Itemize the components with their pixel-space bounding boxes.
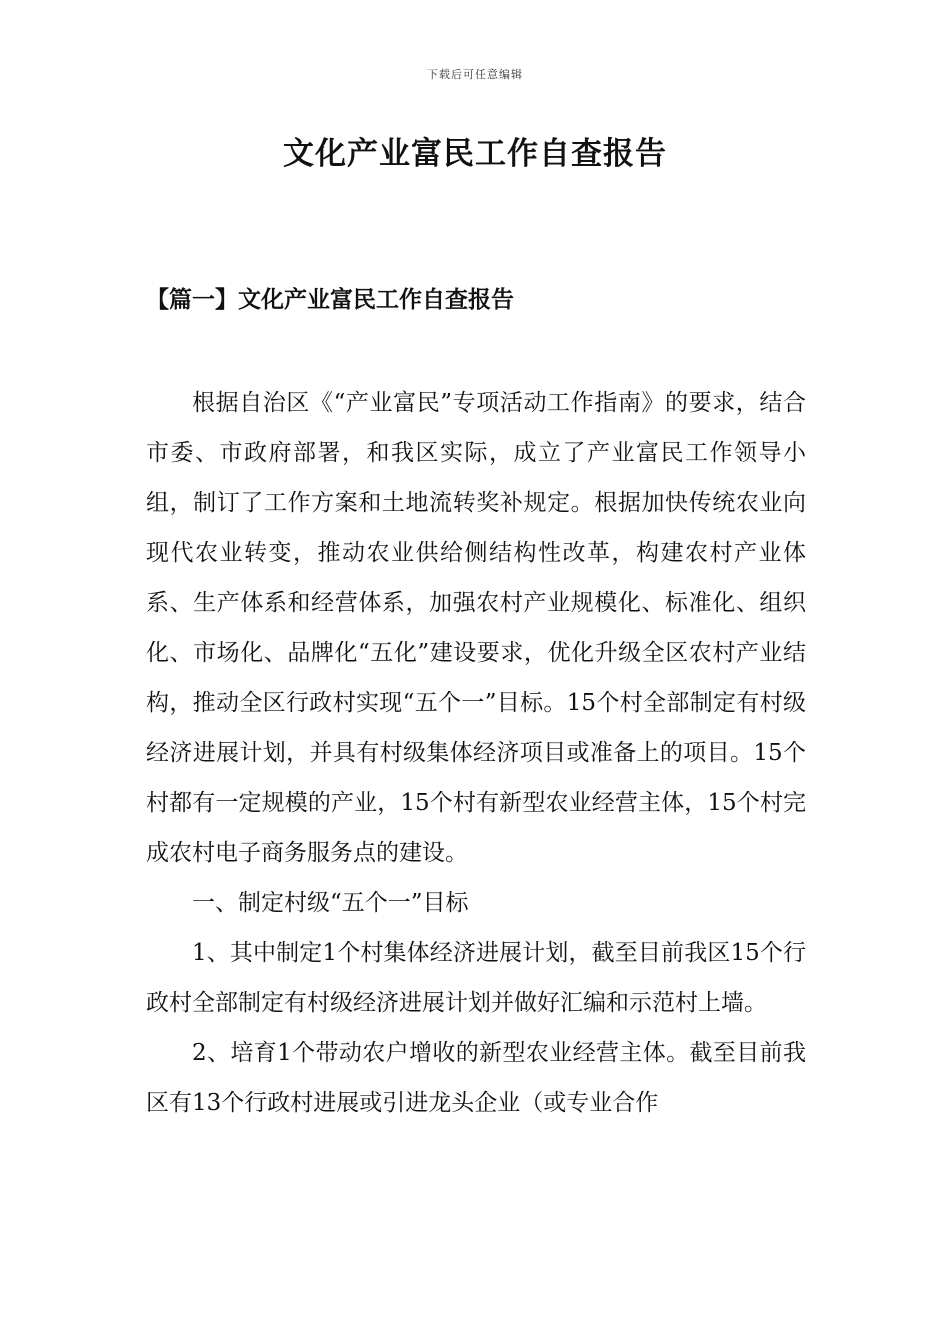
header-note: 下载后可任意编辑 — [427, 68, 523, 81]
paragraph-item-2: 2、培育1个带动农户增收的新型农业经营主体。截至目前我区有13个行政村进展或引进龙头企业（或专业合作 — [146, 1040, 806, 1116]
paragraph-subheading: 一、制定村级“五个一”目标 — [192, 890, 469, 916]
section-heading: 【篇一】文化产业富民工作自查报告 — [146, 286, 514, 313]
paragraph-item-1: 1、其中制定1个村集体经济进展计划，截至目前我区15个行政村全部制定有村级经济进展计划并做好汇编和示范村上墙。 — [146, 940, 806, 1016]
document-body — [146, 378, 806, 1128]
paragraph-intro: 根据自治区《“产业富民”专项活动工作指南》的要求，结合市委、市政府部署，和我区实际，成立了产业富民工作领导小组，制订了工作方案和土地流转奖补规定。根据加快传统农业向现代农业转变，推动农业供给侧结构性改革，构建农村产业体系、生产体系和经营体系，加强农村产业规模化、标准化、组织化、市场化、品牌化“五化”建设要求，优化升级全区农村产业结构，推动全区行政村实现“五个一”目标。15个村全部制定有村级经济进展计划，并具有村级集体经济项目或准备上的项目。15个村都有一定规模的产业，15个村有新型农业经营主体，15个村完成农村电子商务服务点的建设。 — [146, 390, 806, 866]
document-title: 文化产业富民工作自查报告 — [283, 136, 667, 172]
